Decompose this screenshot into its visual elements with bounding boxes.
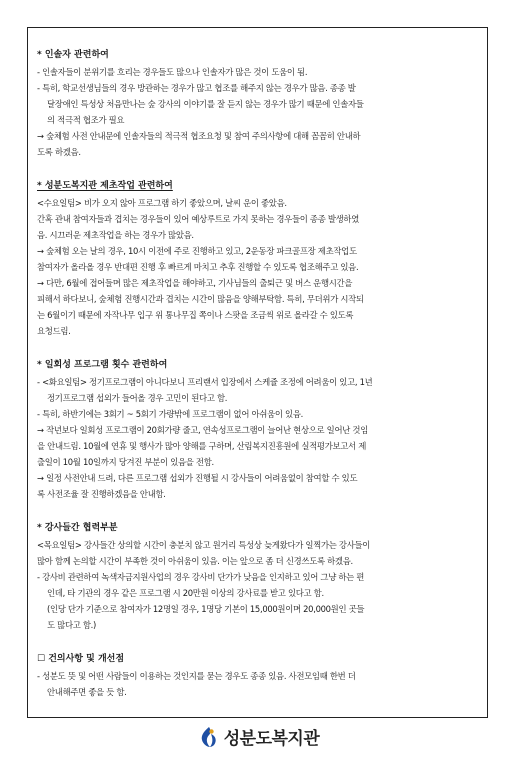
body-line: - 성분도 뜻 및 어떤 사람들이 이용하는 것인지를 묻는 경우도 종종 있음. 사전모임때 한번 더	[37, 671, 356, 681]
body-line: (인당 단가 기준으로 참여자가 12명일 경우, 1명당 기본이 15,000원이며 20,000원인 곳들	[47, 604, 365, 614]
report-content-box	[27, 27, 488, 718]
footer-org-name: 성분도복지관	[223, 729, 320, 749]
section-heading	[37, 48, 479, 62]
section-heading-text: * 일회성 프로그램 횟수 관련하여	[37, 360, 168, 370]
body-line: - 특히, 학교선생님들의 경우 방관하는 경우가 많고 협조를 해주지 않는 경우가 많음. 종종 발	[37, 83, 356, 93]
body-line: 출일이 10월 10일까지 당겨진 부분이 있음을 전함.	[37, 457, 214, 467]
body-line: 간혹 관내 참여자들과 겹치는 경우들이 있어 예상루트로 가지 못하는 경우들이 종종 발생하였	[37, 214, 360, 224]
seongbundo-logo-icon	[199, 726, 219, 748]
body-line: → 숲체험 사전 안내문에 인솔자들의 적극적 협조요청 및 참여 주의사항에 대해 꼼꼼히 안내하	[37, 131, 361, 141]
section-heading-text: * 강사들간 협력부분	[37, 523, 118, 533]
body-line: → 다만, 6월에 접어들며 많은 제초작업을 해야하고, 기사님들의 출퇴근 및 버스 운행시간을	[37, 278, 353, 288]
body-line: → 일정 사전안내 드려, 다른 프로그램 섭외가 진행될 시 강사들이 어려움없이 참여할 수 있도	[37, 473, 358, 483]
body-line: 의 적극적 협조가 필요	[47, 115, 125, 125]
body-line: 참여자가 올라올 경우 반대편 진행 후 빠르게 마치고 추후 진행할 수 있도록 협조해주고 있음.	[37, 262, 359, 272]
body-line: 피해서 하다보니, 숲체험 진행시간과 겹치는 시간이 많음을 양해부탁함. 특히, 무더위가 시작되	[37, 294, 364, 304]
body-line: <수요일팀> 비가 오지 않아 프로그램 하기 좋았으며, 날씨 운이 좋았음.	[37, 198, 287, 208]
footer-brand	[199, 724, 320, 749]
report-section	[37, 652, 479, 700]
body-line: 안내해주면 좋을 듯 함.	[47, 687, 127, 697]
body-line: 요청드림.	[37, 326, 71, 336]
section-heading-text: * 성분도복지관 제초작업 관련하여	[37, 181, 173, 191]
body-line: 인데, 타 기관의 경우 같은 프로그램 시 20만원 이상의 강사료를 받고 있다고 함.	[47, 588, 324, 598]
report-section	[37, 521, 479, 633]
report-section	[37, 358, 479, 502]
body-line: → 작년보다 일회성 프로그램이 20회가량 줄고, 연속성프로그램이 늘어난 현상으로 일어난 것임	[37, 425, 368, 435]
body-line: 음. 시끄러운 제초작업을 하는 경우가 많았음.	[37, 230, 194, 240]
body-line: 도록 하겠음.	[37, 147, 81, 157]
body-line: → 숲체험 오는 날의 경우, 10시 이전에 주로 진행하고 있고, 2운동장 파크골프장 제초작업도	[37, 246, 357, 256]
body-line: - 인솔자들이 분위기를 흐리는 경우들도 많으나 인솔자가 많은 것이 도움이 됨.	[37, 67, 308, 77]
section-heading	[37, 358, 479, 372]
section-heading-text: * 인솔자 관련하여	[37, 50, 109, 60]
body-line: - 특히, 하반기에는 3회기 ~ 5회기 가량밖에 프로그램이 없어 아쉬움이 있음.	[37, 409, 303, 419]
body-line: - <화요일팀> 정기프로그램이 아니다보니 프리랜서 입장에서 스케쥴 조정에 어려움이 있고, 1년	[37, 377, 373, 387]
section-heading	[37, 521, 479, 535]
body-line: 을 안내드림. 10월에 연휴 및 행사가 많아 양해를 구하며, 산림복지진흥원에 실적평가보고서 제	[37, 441, 367, 451]
section-heading-text: ☐ 건의사항 및 개선점	[37, 654, 125, 664]
section-heading	[37, 652, 479, 666]
report-section	[37, 179, 479, 339]
body-line: - 강사비 관련하여 녹색자금지원사업의 경우 강사비 단가가 낮음을 인지하고 있어 그냥 하는 편	[37, 572, 365, 582]
body-line: 정기프로그램 섭외가 들어올 경우 고민이 된다고 함.	[47, 393, 228, 403]
body-line: 많아 함께 논의할 시간이 부족한 것이 아쉬움이 있음. 이는 앞으로 좀 더 신경쓰도록 하겠음.	[37, 556, 353, 566]
body-line: 달장애인 특성상 처음만나는 숲 강사의 이야기를 잘 듣지 않는 경우가 많기 때문에 인솔자들	[47, 99, 364, 109]
section-heading	[37, 179, 479, 193]
body-line: 도 많다고 함.)	[47, 620, 97, 630]
body-line: 는 6월이기 때문에 자작나무 입구 위 통나무집 쪽이나 스팟을 조금씩 위로 올라갈 수 있도록	[37, 310, 354, 320]
body-line: 록 사전조율 잘 진행하겠음을 안내함.	[37, 489, 166, 499]
body-line: <목요일팀> 강사들간 상의할 시간이 충분치 않고 원거리 특성상 늦게왔다가 일찍가는 강사들이	[37, 540, 371, 550]
footer	[0, 724, 518, 754]
report-section	[37, 48, 479, 160]
